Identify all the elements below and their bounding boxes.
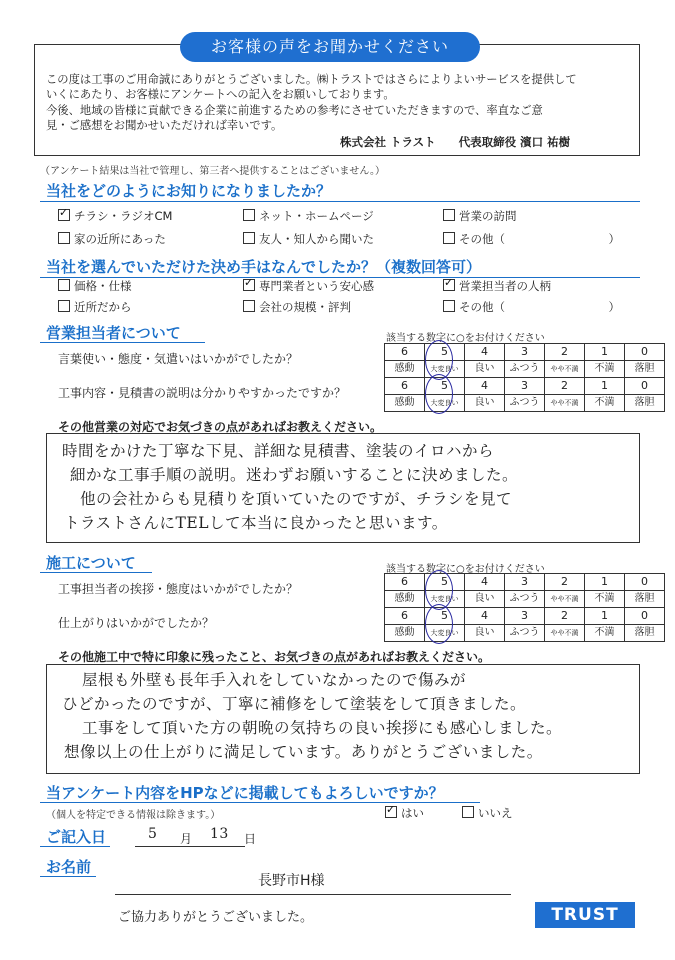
construction-comment-line: 工事をして頂いた方の朝晩の気持ちの良い挨拶にも感心しました。 xyxy=(82,719,563,737)
rating-number[interactable]: 3 xyxy=(505,378,545,395)
checkbox[interactable] xyxy=(443,232,455,244)
sales-question-explanation: 工事内容・見積書の説明は分かりやすかったですか？ xyxy=(58,386,347,400)
rating-number[interactable]: 3 xyxy=(505,608,545,625)
rating-label: ふつう xyxy=(505,395,545,412)
date-day-value[interactable]: 13 xyxy=(210,826,229,842)
rating-number[interactable]: 5 xyxy=(425,378,465,395)
publish-heading: 当アンケート内容をHPなどに掲載してもよろしいですか？ xyxy=(46,784,444,802)
rating-number[interactable]: 3 xyxy=(505,344,545,361)
company-signature: 株式会社 トラスト 代表取締役 濱口 祐樹 xyxy=(340,135,571,149)
intro-text xyxy=(46,72,636,133)
rating-number[interactable]: 1 xyxy=(585,608,625,625)
rating-label: やや不満 xyxy=(545,361,585,378)
rating-number[interactable]: 5 xyxy=(425,608,465,625)
selected-rating-circle xyxy=(425,604,453,644)
rating-number[interactable]: 3 xyxy=(505,574,545,591)
rating-hint: 該当する数字に○をお付けください xyxy=(386,564,545,575)
rating-number[interactable]: 0 xyxy=(625,574,665,591)
rating-number[interactable]: 6 xyxy=(385,608,425,625)
rating-label: 不満 xyxy=(585,625,625,642)
rating-label: 良い xyxy=(465,625,505,642)
q1-option[interactable]: 営業の訪問 xyxy=(443,208,517,224)
q2-option[interactable]: ✓ 専門業者という安心感 xyxy=(243,278,374,294)
construction-comment-line: 想像以上の仕上がりに満足しています。ありがとうございました。 xyxy=(64,743,543,761)
date-month-value[interactable]: 5 xyxy=(148,826,158,842)
privacy-note: （アンケート結果は当社で管理し、第三者へ提供することはございません。） xyxy=(40,166,385,177)
publish-underline xyxy=(40,802,480,803)
checkbox[interactable] xyxy=(58,300,70,312)
rating-number[interactable]: 2 xyxy=(545,378,585,395)
rating-label: 感動 xyxy=(385,395,425,412)
construction-free-question: その他施工中で特に印象に残ったこと、お気づきの点があればお教えください。 xyxy=(58,650,491,664)
rating-number[interactable]: 5 xyxy=(425,574,465,591)
rating-label: 感動 xyxy=(385,591,425,608)
construction-comment-line: ひどかったのですが、丁寧に補修をして塗装をして頂きました。 xyxy=(62,695,527,713)
q1-option[interactable]: ネット・ホームページ xyxy=(243,208,374,224)
q2-option[interactable]: 近所だから xyxy=(58,299,132,315)
sales-free-question: その他営業の対応でお気づきの点があればお教えください。 xyxy=(58,420,383,434)
date-month-unit: 月 xyxy=(180,832,193,846)
sales-underline xyxy=(40,342,205,343)
rating-number[interactable]: 6 xyxy=(385,574,425,591)
rating-label: 大変良い xyxy=(425,625,465,642)
intro-line: いくにあたり、お客様にアンケートへの記入をお願いしております。 xyxy=(46,88,395,102)
rating-label: 不満 xyxy=(585,591,625,608)
rating-number[interactable]: 0 xyxy=(625,608,665,625)
construction-question-finish: 仕上がりはいかがでしたか？ xyxy=(58,616,215,630)
checkbox[interactable] xyxy=(243,232,255,244)
publish-no-option[interactable]: いいえ xyxy=(462,805,513,821)
checkbox[interactable] xyxy=(243,279,255,291)
publish-note: （個人を特定できる情報は除きます。） xyxy=(46,810,221,821)
sales-heading: 営業担当者について xyxy=(46,324,181,342)
rating-label: 不満 xyxy=(585,395,625,412)
sales-comment-line: 他の会社からも見積りを頂いていたのですが、チラシを見て xyxy=(80,490,513,508)
q2-option[interactable]: ✓ 営業担当者の人柄 xyxy=(443,278,551,294)
rating-label: やや不満 xyxy=(545,591,585,608)
date-label: ご記入日 xyxy=(46,828,107,846)
checkbox[interactable] xyxy=(58,209,70,221)
checkbox[interactable] xyxy=(443,279,455,291)
rating-label: ふつう xyxy=(505,625,545,642)
sales-comment-line: トラストさんにTELして本当に良かったと思います。 xyxy=(64,514,448,532)
construction-question-greeting: 工事担当者の挨拶・態度はいかがでしたか？ xyxy=(58,582,299,596)
name-underline xyxy=(115,894,511,895)
q1-underline xyxy=(40,201,640,202)
checkbox[interactable] xyxy=(443,300,455,312)
publish-yes-option[interactable]: ✓ はい xyxy=(385,805,424,821)
intro-line: 見・ご感想をお聞かせいただければ幸いです。 xyxy=(46,118,283,132)
rating-number[interactable]: 4 xyxy=(465,378,505,395)
rating-number[interactable]: 4 xyxy=(465,608,505,625)
rating-label: やや不満 xyxy=(545,395,585,412)
rating-label: 落胆 xyxy=(625,395,665,412)
date-day-unit: 日 xyxy=(244,832,257,846)
checkbox[interactable] xyxy=(462,806,474,818)
rating-number[interactable]: 4 xyxy=(465,574,505,591)
rating-number[interactable]: 1 xyxy=(585,344,625,361)
sales-comment-line: 時間をかけた丁寧な下見、詳細な見積書、塗装のイロハから xyxy=(62,442,495,460)
rating-label: ふつう xyxy=(505,591,545,608)
sales-question-manners: 言葉使い・態度・気遣いはいかがでしたか？ xyxy=(58,352,299,366)
rating-label: 良い xyxy=(465,395,505,412)
rating-number[interactable]: 2 xyxy=(545,344,585,361)
rating-label: ふつう xyxy=(505,361,545,378)
rating-number[interactable]: 4 xyxy=(465,344,505,361)
rating-label: 大変良い xyxy=(425,361,465,378)
selected-rating-circle xyxy=(425,374,453,414)
rating-label: 良い xyxy=(465,361,505,378)
date-label-underline xyxy=(40,846,110,847)
rating-label: 良い xyxy=(465,591,505,608)
rating-number[interactable]: 1 xyxy=(585,378,625,395)
q2-option[interactable]: 会社の規模・評判 xyxy=(243,299,351,315)
q1-option[interactable]: 家の近所にあった xyxy=(58,231,166,247)
construction-heading: 施工について xyxy=(46,554,136,572)
checkbox[interactable] xyxy=(243,209,255,221)
q1-option[interactable]: 友人・知人から聞いた xyxy=(243,231,374,247)
rating-label: 落胆 xyxy=(625,625,665,642)
rating-number[interactable]: 6 xyxy=(385,344,425,361)
rating-label: 感動 xyxy=(385,625,425,642)
rating-number[interactable]: 1 xyxy=(585,574,625,591)
rating-number[interactable]: 2 xyxy=(545,574,585,591)
q2-heading: 当社を選んでいただけた決め手はなんでしたか？（複数回答可） xyxy=(46,258,482,276)
rating-number[interactable]: 0 xyxy=(625,378,665,395)
rating-hint: 該当する数字に○をお付けください xyxy=(386,333,545,344)
name-label: お名前 xyxy=(46,858,92,876)
intro-line: 今後、地域の皆様に貢献できる企業に前進するための参考にさせていただきますので、率直なご意 xyxy=(46,103,543,117)
rating-label: 落胆 xyxy=(625,591,665,608)
checkbox[interactable] xyxy=(58,279,70,291)
survey-banner: お客様の声をお聞かせください xyxy=(180,32,480,62)
rating-number[interactable]: 6 xyxy=(385,378,425,395)
checkbox[interactable] xyxy=(58,232,70,244)
checkbox[interactable] xyxy=(243,300,255,312)
rating-label: 不満 xyxy=(585,361,625,378)
sales-comment-line: 細かな工事手順の説明。迷わずお願いすることに決めました。 xyxy=(70,466,519,484)
intro-line: この度は工事のご用命誠にありがとうございました。㈱トラストではさらによりよいサービスを提供して xyxy=(46,73,577,86)
name-label-underline xyxy=(40,876,96,877)
rating-number[interactable]: 0 xyxy=(625,344,665,361)
rating-number[interactable]: 5 xyxy=(425,344,465,361)
trust-logo: TRUST xyxy=(535,902,635,928)
q1-option[interactable]: その他（ ） xyxy=(443,231,620,247)
rating-label: 大変良い xyxy=(425,395,465,412)
rating-label: 大変良い xyxy=(425,591,465,608)
rating-number[interactable]: 2 xyxy=(545,608,585,625)
name-value[interactable]: 長野市H様 xyxy=(258,873,325,889)
rating-label: やや不満 xyxy=(545,625,585,642)
construction-comment-line: 屋根も外壁も長年手入れをしていなかったので傷みが xyxy=(82,671,467,689)
q2-option[interactable]: その他（ ） xyxy=(443,299,620,315)
q1-heading: 当社をどのようにお知りになりましたか？ xyxy=(46,182,332,200)
q1-option[interactable]: ✓チラシ・ラジオCM xyxy=(58,208,172,224)
rating-label: 落胆 xyxy=(625,361,665,378)
checkbox[interactable] xyxy=(443,209,455,221)
closing-message: ご協力ありがとうございました。 xyxy=(118,910,314,925)
q2-option[interactable]: 価格・仕様 xyxy=(58,278,132,294)
construction-underline xyxy=(40,572,152,573)
checkbox[interactable] xyxy=(385,806,397,818)
rating-label: 感動 xyxy=(385,361,425,378)
